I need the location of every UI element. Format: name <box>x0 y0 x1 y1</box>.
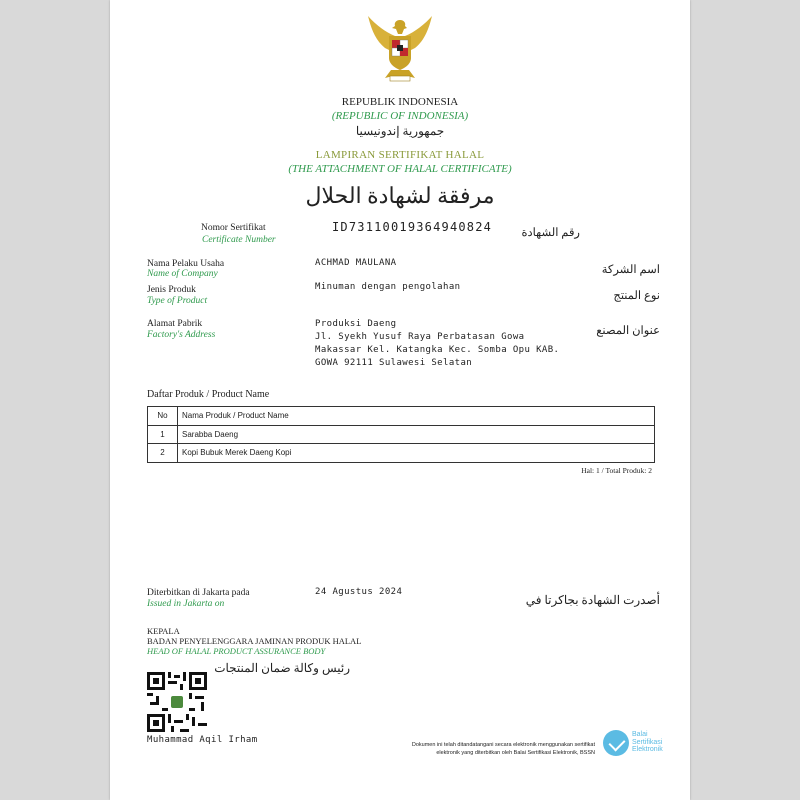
product-type-label-ar: نوع المنتج <box>613 290 660 302</box>
table-row <box>148 444 655 463</box>
e-signature-note-line: Dokumen ini telah ditandatangani secara elektronik menggunakan sertifikat <box>411 742 595 748</box>
table-cell-no: 2 <box>148 444 178 463</box>
address-line: Produksi Daeng <box>315 319 397 329</box>
republic-title-en: (REPUBLIC OF INDONESIA) <box>331 110 469 122</box>
certificate-number-label: Nomor Sertifikat <box>201 223 266 233</box>
address-line: GOWA 92111 Sulawesi Selatan <box>315 358 473 368</box>
product-type-value: Minuman dengan pengolahan <box>315 282 461 292</box>
signatory-body-ar: رئيس وكالة ضمان المنتجات <box>214 661 350 675</box>
bsre-text-line: Elektronik <box>632 746 663 753</box>
e-signature-note-line: elektronik yang diterbitkan oleh Balai Sertifikasi Elektronik, BSSN <box>436 750 595 756</box>
product-type-label-en: Type of Product <box>147 296 208 306</box>
attachment-title: LAMPIRAN SERTIFIKAT HALAL <box>315 149 485 161</box>
qr-code-icon <box>147 672 207 732</box>
garuda-emblem-icon <box>365 14 435 86</box>
company-label-ar: اسم الشركة <box>601 264 660 276</box>
table-cell-product: Sarabba Daeng <box>178 425 655 444</box>
issued-date: 24 Agustus 2024 <box>315 587 403 597</box>
bsre-text-line: Balai <box>632 731 648 738</box>
product-type-label: Jenis Produk <box>147 285 196 295</box>
product-list-title: Daftar Produk / Product Name <box>147 389 270 400</box>
bsre-logo-icon <box>603 730 629 756</box>
company-label: Nama Pelaku Usaha <box>147 259 225 269</box>
certificate-number-label-en: Certificate Number <box>202 235 276 245</box>
certificate-page <box>110 0 690 800</box>
company-value: ACHMAD MAULANA <box>315 258 397 268</box>
signatory-title: KEPALA <box>147 626 180 636</box>
address-label-ar: عنوان المصنع <box>596 325 660 337</box>
signatory-name: Muhammad Aqil Irham <box>147 735 258 745</box>
address-label: Alamat Pabrik <box>147 319 203 329</box>
table-header-cell: No <box>148 407 178 426</box>
signatory-body: BADAN PENYELENGGARA JAMINAN PRODUK HALAL <box>147 636 362 646</box>
product-table <box>147 406 655 463</box>
bsre-text-line: Sertifikasi <box>632 738 663 746</box>
address-line: Jl. Syekh Yusuf Raya Perbatasan Gowa <box>315 332 525 342</box>
issued-label-en: Issued in Jakarta on <box>147 599 225 609</box>
table-cell-no: 1 <box>148 425 178 444</box>
certificate-number-value: ID73110019364940824 <box>332 220 493 234</box>
certificate-number-label-ar: رقم الشهادة <box>521 227 580 239</box>
e-signature-note <box>360 741 595 757</box>
attachment-title-ar: مرفقة لشهادة الحلال <box>305 183 495 208</box>
bsre-logo-text <box>632 731 663 754</box>
table-row <box>148 425 655 444</box>
attachment-title-en: (THE ATTACHMENT OF HALAL CERTIFICATE) <box>288 163 512 175</box>
company-label-en: Name of Company <box>147 269 218 279</box>
table-header-row <box>148 407 655 426</box>
issued-label: Diterbitkan di Jakarta pada <box>147 588 250 598</box>
signatory-body-en: HEAD OF HALAL PRODUCT ASSURANCE BODY <box>147 646 326 656</box>
address-label-en: Factory's Address <box>147 330 216 340</box>
address-line: Makassar Kel. Katangka Kec. Somba Opu KAB. <box>315 345 560 355</box>
table-header-cell: Nama Produk / Product Name <box>178 407 655 426</box>
republic-title: REPUBLIK INDONESIA <box>341 96 459 108</box>
issued-label-ar: أصدرت الشهادة بجاكرتا في <box>525 593 660 607</box>
table-cell-product: Kopi Bubuk Merek Daeng Kopi <box>178 444 655 463</box>
republic-title-ar: جمهورية إندونيسيا <box>355 124 445 138</box>
page-info: Hal: 1 / Total Produk: 2 <box>581 466 652 475</box>
